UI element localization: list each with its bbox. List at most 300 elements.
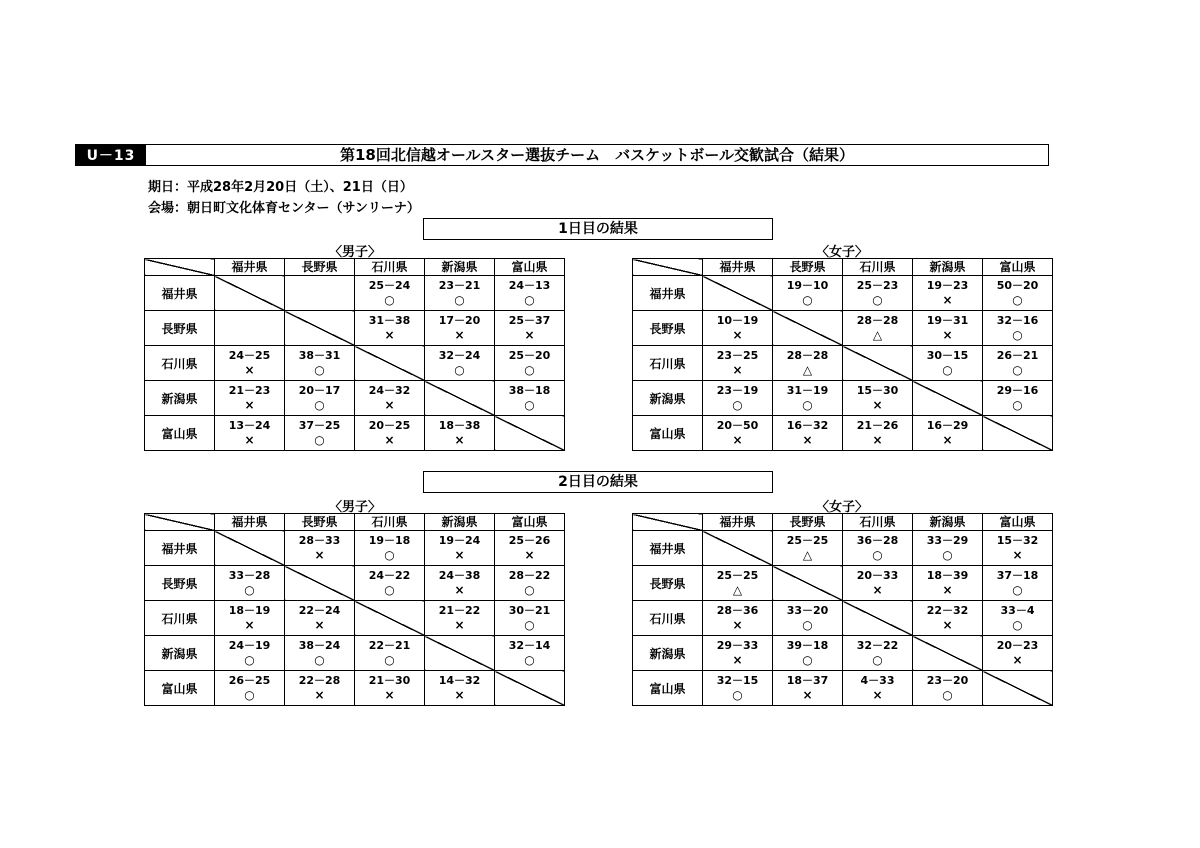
result-mark: × xyxy=(872,583,883,597)
day2-boys-result-cell xyxy=(215,566,285,601)
score-text: 33－4 xyxy=(1000,604,1035,617)
score-text: 32－24 xyxy=(438,349,481,362)
day1-boys-row xyxy=(145,276,565,311)
result-mark: ○ xyxy=(1012,398,1023,412)
day2-boys-result-cell xyxy=(285,636,355,671)
day2-girls-row-header: 福井県 xyxy=(633,531,703,566)
day2-girls-row xyxy=(633,671,1053,706)
day2-girls-result-cell xyxy=(983,566,1053,601)
score-text: 24－13 xyxy=(508,279,551,292)
day2-boys-col-header: 石川県 xyxy=(355,514,425,531)
day1-boys-row xyxy=(145,381,565,416)
day2-boys-row-header: 新潟県 xyxy=(145,636,215,671)
score-text: 16－32 xyxy=(786,419,829,432)
score-text: 31－38 xyxy=(368,314,411,327)
result-mark: × xyxy=(872,688,883,702)
day2-boys-col-header: 長野県 xyxy=(285,514,355,531)
score-text: 32－16 xyxy=(996,314,1039,327)
score-text: 36－28 xyxy=(856,534,899,547)
day1-girls-result-cell xyxy=(983,381,1053,416)
score-text: 16－29 xyxy=(926,419,969,432)
result-mark: ○ xyxy=(384,653,395,667)
day1-boys-row xyxy=(145,346,565,381)
result-mark: ○ xyxy=(244,653,255,667)
result-mark: ○ xyxy=(802,653,813,667)
result-mark: × xyxy=(454,433,465,447)
result-mark: ○ xyxy=(314,653,325,667)
day1-girls-corner-cell xyxy=(633,259,703,276)
result-mark: × xyxy=(802,433,813,447)
result-mark: × xyxy=(1012,653,1023,667)
result-mark: ○ xyxy=(942,688,953,702)
day1-girls-result-cell xyxy=(843,311,913,346)
score-text: 24－25 xyxy=(228,349,271,362)
event-date: 期日：平成28年2月20日（土）、21日（日） xyxy=(148,180,413,195)
day2-girls-result-cell xyxy=(843,636,913,671)
score-text: 28－33 xyxy=(298,534,341,547)
result-mark: × xyxy=(1012,548,1023,562)
day1-girls-col-header: 長野県 xyxy=(773,259,843,276)
result-mark: △ xyxy=(872,328,883,342)
result-mark: ○ xyxy=(384,548,395,562)
day1-girls-label: 〈女子〉 xyxy=(815,245,868,260)
day2-girls-result-cell xyxy=(983,601,1053,636)
day1-girls-row-header: 新潟県 xyxy=(633,381,703,416)
day1-boys-diagonal-cell xyxy=(285,311,355,346)
day2-boys-corner-cell xyxy=(145,514,215,531)
score-text: 4－33 xyxy=(860,674,895,687)
day2-boys-result-cell xyxy=(285,671,355,706)
day1-boys-col-header: 長野県 xyxy=(285,259,355,276)
score-text: 18－38 xyxy=(438,419,481,432)
score-text: 33－28 xyxy=(228,569,271,582)
day1-girls-result-cell xyxy=(843,381,913,416)
score-text: 32－14 xyxy=(508,639,551,652)
day2-boys-result-cell xyxy=(285,531,355,566)
day2-boys-result-cell xyxy=(425,671,495,706)
day1-girls-result-cell xyxy=(983,346,1053,381)
result-mark: ○ xyxy=(314,363,325,377)
result-mark: × xyxy=(454,328,465,342)
score-text: 22－32 xyxy=(926,604,969,617)
result-mark: × xyxy=(872,433,883,447)
result-mark: ○ xyxy=(524,398,535,412)
day1-boys-result-cell xyxy=(355,416,425,451)
result-mark: △ xyxy=(802,363,813,377)
result-mark: × xyxy=(454,583,465,597)
day2-boys-row xyxy=(145,636,565,671)
day1-girls-result-cell xyxy=(913,276,983,311)
result-mark: ○ xyxy=(524,618,535,632)
day1-boys-col-header: 福井県 xyxy=(215,259,285,276)
day2-boys-result-cell xyxy=(495,531,565,566)
day2-boys-col-header: 富山県 xyxy=(495,514,565,531)
day2-girls-result-cell xyxy=(843,531,913,566)
day1-boys-diagonal-cell xyxy=(355,346,425,381)
result-mark: ○ xyxy=(802,398,813,412)
score-text: 25－26 xyxy=(508,534,551,547)
score-text: 33－29 xyxy=(926,534,969,547)
score-text: 24－19 xyxy=(228,639,271,652)
day1-boys-diagonal-cell xyxy=(215,276,285,311)
score-text: 32－15 xyxy=(716,674,759,687)
result-mark: ○ xyxy=(384,583,395,597)
result-mark: × xyxy=(524,548,535,562)
day1-girls-row xyxy=(633,381,1053,416)
result-mark: × xyxy=(732,363,743,377)
score-text: 50－20 xyxy=(996,279,1039,292)
score-text: 23－25 xyxy=(716,349,759,362)
day2-girls-col-header: 福井県 xyxy=(703,514,773,531)
day1-boys-result-cell xyxy=(495,276,565,311)
result-mark: ○ xyxy=(732,398,743,412)
result-mark: ○ xyxy=(314,398,325,412)
day1-girls-result-cell xyxy=(773,416,843,451)
day1-boys-row xyxy=(145,311,565,346)
day1-boys-result-cell xyxy=(285,346,355,381)
day2-boys-result-cell xyxy=(355,566,425,601)
score-text: 25－25 xyxy=(786,534,829,547)
score-text: 28－28 xyxy=(786,349,829,362)
score-text: 25－24 xyxy=(368,279,411,292)
result-mark: ○ xyxy=(314,433,325,447)
result-mark: × xyxy=(244,363,255,377)
score-text: 26－25 xyxy=(228,674,271,687)
score-text: 25－25 xyxy=(716,569,759,582)
score-text: 21－23 xyxy=(228,384,271,397)
score-text: 10－19 xyxy=(716,314,759,327)
day2-girls-diagonal-cell xyxy=(773,566,843,601)
score-text: 25－23 xyxy=(856,279,899,292)
day2-boys-diagonal-cell xyxy=(495,671,565,706)
day1-girls-row xyxy=(633,416,1053,451)
day1-boys-result-cell xyxy=(495,311,565,346)
day2-girls-col-header: 長野県 xyxy=(773,514,843,531)
day1-boys-row-header: 新潟県 xyxy=(145,381,215,416)
header-bar xyxy=(75,144,1049,166)
score-text: 17－20 xyxy=(438,314,481,327)
score-text: 20－25 xyxy=(368,419,411,432)
day2-girls-result-cell xyxy=(773,601,843,636)
result-mark: ○ xyxy=(524,293,535,307)
score-text: 19－10 xyxy=(786,279,829,292)
day1-girls-result-cell xyxy=(913,311,983,346)
day1-boys-result-cell xyxy=(425,311,495,346)
day1-girls-row-header: 長野県 xyxy=(633,311,703,346)
result-mark: × xyxy=(942,328,953,342)
result-mark: × xyxy=(314,688,325,702)
score-text: 14－32 xyxy=(438,674,481,687)
day1-boys-row xyxy=(145,416,565,451)
day2-girls-result-cell xyxy=(913,531,983,566)
day2-girls-result-cell xyxy=(773,636,843,671)
score-text: 13－24 xyxy=(228,419,271,432)
result-mark: △ xyxy=(802,548,813,562)
day1-girls-row-header: 福井県 xyxy=(633,276,703,311)
day2-boys-result-cell xyxy=(495,636,565,671)
day1-girls-row-header: 石川県 xyxy=(633,346,703,381)
day1-boys-row-header: 富山県 xyxy=(145,416,215,451)
score-text: 19－24 xyxy=(438,534,481,547)
day1-boys-result-cell xyxy=(495,346,565,381)
day2-girls-row-header: 石川県 xyxy=(633,601,703,636)
day2-girls-row-header: 富山県 xyxy=(633,671,703,706)
day2-boys-diagonal-cell xyxy=(425,636,495,671)
result-mark: ○ xyxy=(244,688,255,702)
day2-girls-col-header: 石川県 xyxy=(843,514,913,531)
score-text: 23－19 xyxy=(716,384,759,397)
result-mark: ○ xyxy=(244,583,255,597)
result-mark: × xyxy=(244,618,255,632)
result-mark: × xyxy=(384,398,395,412)
day1-girls-row xyxy=(633,276,1053,311)
day1-girls-col-header: 福井県 xyxy=(703,259,773,276)
day1-girls-result-cell xyxy=(773,346,843,381)
score-text: 26－21 xyxy=(996,349,1039,362)
day1-girls-result-cell xyxy=(773,381,843,416)
score-text: 15－32 xyxy=(996,534,1039,547)
day1-girls-col-header: 石川県 xyxy=(843,259,913,276)
score-text: 18－39 xyxy=(926,569,969,582)
day2-boys-result-cell xyxy=(495,566,565,601)
day2-girls-label: 〈女子〉 xyxy=(815,500,868,515)
day2-boys-result-cell xyxy=(425,566,495,601)
day1-girls-result-cell xyxy=(983,276,1053,311)
day1-boys-result-cell xyxy=(355,276,425,311)
day2-boys-result-cell xyxy=(425,601,495,636)
day1-girls-result-cell xyxy=(913,416,983,451)
result-mark: ○ xyxy=(524,583,535,597)
day1-girls-result-cell xyxy=(703,346,773,381)
day1-title: 1日目の結果 xyxy=(423,218,773,240)
day1-girls-row-header: 富山県 xyxy=(633,416,703,451)
result-mark: ○ xyxy=(802,293,813,307)
day2-girls-result-cell xyxy=(843,566,913,601)
result-mark: ○ xyxy=(1012,618,1023,632)
day2-girls-result-cell xyxy=(703,636,773,671)
day2-boys-col-header: 新潟県 xyxy=(425,514,495,531)
score-text: 18－37 xyxy=(786,674,829,687)
score-text: 24－22 xyxy=(368,569,411,582)
score-text: 19－18 xyxy=(368,534,411,547)
day1-boys-col-header: 富山県 xyxy=(495,259,565,276)
day1-girls-result-cell xyxy=(703,311,773,346)
day2-girls-result-cell xyxy=(773,531,843,566)
day1-boys-result-cell xyxy=(355,311,425,346)
day1-girls-diagonal-cell xyxy=(773,311,843,346)
day1-boys-row-header: 石川県 xyxy=(145,346,215,381)
score-text: 25－37 xyxy=(508,314,551,327)
result-mark: ○ xyxy=(524,653,535,667)
score-text: 31－19 xyxy=(786,384,829,397)
day1-girls-diagonal-cell xyxy=(913,381,983,416)
score-text: 23－20 xyxy=(926,674,969,687)
day2-boys-row xyxy=(145,531,565,566)
result-mark: × xyxy=(244,433,255,447)
score-text: 24－32 xyxy=(368,384,411,397)
day2-girls-row-header: 長野県 xyxy=(633,566,703,601)
day2-boys-row xyxy=(145,601,565,636)
day2-boys-result-cell xyxy=(215,671,285,706)
result-mark: ○ xyxy=(732,688,743,702)
day2-girls-corner-cell xyxy=(633,514,703,531)
day2-girls-result-cell xyxy=(703,671,773,706)
day2-boys-row-header: 福井県 xyxy=(145,531,215,566)
result-mark: × xyxy=(732,433,743,447)
result-mark: × xyxy=(942,618,953,632)
score-text: 23－21 xyxy=(438,279,481,292)
score-text: 38－18 xyxy=(508,384,551,397)
result-mark: × xyxy=(244,398,255,412)
day1-girls-result-cell xyxy=(983,311,1053,346)
day1-boys-diagonal-cell xyxy=(495,416,565,451)
result-mark: × xyxy=(384,328,395,342)
result-mark: × xyxy=(942,583,953,597)
score-text: 19－31 xyxy=(926,314,969,327)
day1-boys-result-cell xyxy=(215,311,285,346)
day1-girls-diagonal-cell xyxy=(983,416,1053,451)
day1-boys-result-cell xyxy=(215,381,285,416)
result-mark: ○ xyxy=(1012,328,1023,342)
day2-girls-row xyxy=(633,566,1053,601)
score-text: 38－31 xyxy=(298,349,341,362)
score-text: 20－50 xyxy=(716,419,759,432)
score-text: 21－22 xyxy=(438,604,481,617)
day2-title: 2日目の結果 xyxy=(423,471,773,493)
event-venue: 会場：朝日町文化体育センター（サンリーナ） xyxy=(148,201,420,216)
result-mark: × xyxy=(802,688,813,702)
day2-boys-result-cell xyxy=(495,601,565,636)
score-text: 22－24 xyxy=(298,604,341,617)
score-text: 37－25 xyxy=(298,419,341,432)
day1-boys-col-header: 石川県 xyxy=(355,259,425,276)
day1-boys-result-cell xyxy=(355,381,425,416)
day1-boys-result-cell xyxy=(425,416,495,451)
score-text: 38－24 xyxy=(298,639,341,652)
result-mark: ○ xyxy=(1012,583,1023,597)
day1-boys-diagonal-cell xyxy=(425,381,495,416)
result-mark: ○ xyxy=(942,548,953,562)
day1-girls-result-cell xyxy=(843,416,913,451)
score-text: 28－22 xyxy=(508,569,551,582)
day2-boys-row-header: 富山県 xyxy=(145,671,215,706)
score-text: 19－23 xyxy=(926,279,969,292)
result-mark: △ xyxy=(732,583,743,597)
day1-boys-result-cell xyxy=(425,276,495,311)
result-mark: × xyxy=(732,618,743,632)
result-mark: ○ xyxy=(454,363,465,377)
result-mark: × xyxy=(942,433,953,447)
day2-boys-result-cell xyxy=(355,671,425,706)
score-text: 15－30 xyxy=(856,384,899,397)
score-text: 39－18 xyxy=(786,639,829,652)
result-mark: × xyxy=(454,688,465,702)
score-text: 18－19 xyxy=(228,604,271,617)
result-mark: ○ xyxy=(872,548,883,562)
score-text: 37－18 xyxy=(996,569,1039,582)
result-mark: × xyxy=(732,653,743,667)
result-mark: × xyxy=(454,618,465,632)
score-text: 25－20 xyxy=(508,349,551,362)
day2-boys-label: 〈男子〉 xyxy=(328,500,381,515)
day2-boys-row-header: 石川県 xyxy=(145,601,215,636)
score-text: 22－28 xyxy=(298,674,341,687)
day1-boys-result-cell xyxy=(425,346,495,381)
score-text: 32－22 xyxy=(856,639,899,652)
day2-boys-result-cell xyxy=(285,601,355,636)
result-mark: ○ xyxy=(872,293,883,307)
day1-boys-result-cell xyxy=(215,416,285,451)
result-mark: × xyxy=(454,548,465,562)
day1-boys-label: 〈男子〉 xyxy=(328,245,381,260)
score-text: 22－21 xyxy=(368,639,411,652)
day2-boys-result-cell xyxy=(215,636,285,671)
result-mark: ○ xyxy=(872,653,883,667)
score-text: 24－38 xyxy=(438,569,481,582)
day2-girls-result-cell xyxy=(913,566,983,601)
day2-boys-row xyxy=(145,566,565,601)
score-text: 33－20 xyxy=(786,604,829,617)
day2-boys-result-cell xyxy=(215,601,285,636)
score-text: 28－36 xyxy=(716,604,759,617)
day2-boys-result-cell xyxy=(355,636,425,671)
score-text: 30－21 xyxy=(508,604,551,617)
score-text: 30－15 xyxy=(926,349,969,362)
score-text: 20－33 xyxy=(856,569,899,582)
day1-girls-row xyxy=(633,346,1053,381)
day2-girls-diagonal-cell xyxy=(703,531,773,566)
day1-girls-col-header: 富山県 xyxy=(983,259,1053,276)
day1-girls-row xyxy=(633,311,1053,346)
result-mark: × xyxy=(524,328,535,342)
day1-boys-col-header: 新潟県 xyxy=(425,259,495,276)
result-mark: × xyxy=(872,398,883,412)
day2-girls-row xyxy=(633,636,1053,671)
result-mark: ○ xyxy=(1012,363,1023,377)
day1-girls-diagonal-cell xyxy=(843,346,913,381)
result-mark: ○ xyxy=(524,363,535,377)
day1-girls-result-cell xyxy=(843,276,913,311)
day2-boys-col-header: 福井県 xyxy=(215,514,285,531)
day1-girls-result-cell xyxy=(913,346,983,381)
day2-girls-result-cell xyxy=(703,601,773,636)
result-mark: ○ xyxy=(1012,293,1023,307)
day2-boys-row-header: 長野県 xyxy=(145,566,215,601)
day1-boys-result-cell xyxy=(285,276,355,311)
day2-boys-table xyxy=(144,513,565,706)
day2-girls-result-cell xyxy=(983,531,1053,566)
result-mark: ○ xyxy=(384,293,395,307)
score-text: 21－30 xyxy=(368,674,411,687)
result-mark: × xyxy=(384,433,395,447)
score-text: 29－16 xyxy=(996,384,1039,397)
day1-girls-result-cell xyxy=(773,276,843,311)
result-mark: × xyxy=(314,548,325,562)
day2-girls-diagonal-cell xyxy=(843,601,913,636)
score-text: 21－26 xyxy=(856,419,899,432)
day2-girls-result-cell xyxy=(913,601,983,636)
document-title: 第18回北信越オールスター選抜チーム バスケットボール交歓試合（結果） xyxy=(339,146,855,164)
day2-girls-row xyxy=(633,601,1053,636)
day2-girls-row-header: 新潟県 xyxy=(633,636,703,671)
day1-boys-result-cell xyxy=(495,381,565,416)
day1-boys-row-header: 長野県 xyxy=(145,311,215,346)
day2-boys-diagonal-cell xyxy=(285,566,355,601)
day1-boys-corner-cell xyxy=(145,259,215,276)
day2-girls-result-cell xyxy=(913,671,983,706)
day1-boys-table xyxy=(144,258,565,451)
day1-boys-result-cell xyxy=(285,381,355,416)
